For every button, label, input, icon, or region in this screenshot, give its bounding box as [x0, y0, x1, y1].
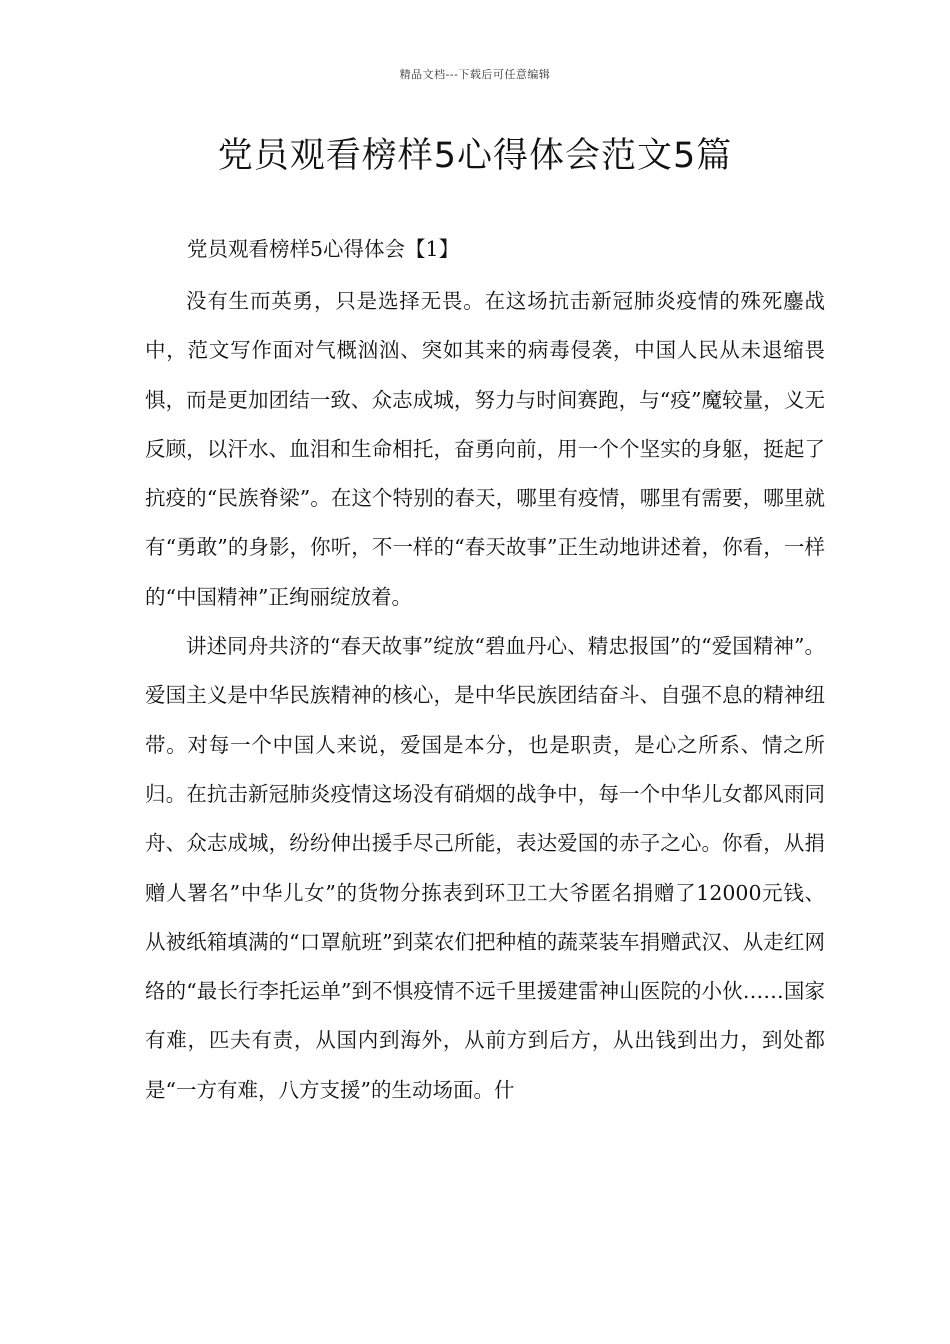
document-body: [145, 230, 825, 1115]
header-note: 精品文档---下载后可任意编辑: [399, 68, 551, 81]
document-title: 党员观看榜样5心得体会范文5篇: [217, 136, 733, 176]
paragraph: 讲述同舟共济的“春天故事”绽放“碧血丹心、精忠报国”的“爱国精神”。爱国主义是中华民族精神的核心，是中华民族团结奋斗、自强不息的精神纽带。对每一个中国人来说，爱国是本分，也是职责，是心之所系、情之所归。在抗击新冠肺炎疫情这场没有硝烟的战争中，每一个中华儿女都风雨同舟、众志成城，纷纷伸出援手尽己所能，表达爱国的赤子之心。你看，从捐赠人署名”中华儿女”的货物分拣表到环卫工大爷匿名捐赠了12000元钱、从被纸箱填满的“口罩航班”到菜农们把种植的蔬菜装车捐赠武汉、从走红网络的“最长行李托运单”到不惧疫情不远千里援建雷神山医院的小伙……国家有难，匹夫有责，从国内到海外，从前方到后方，从出钱到出力，到处都是“一方有难，八方支援”的生动场面。什: [145, 634, 825, 1102]
section-heading: 党员观看榜样5心得体会【1】: [187, 237, 460, 261]
paragraph: 没有生而英勇，只是选择无畏。在这场抗击新冠肺炎疫情的殊死鏖战中，范文写作面对气概汹汹、突如其来的病毒侵袭，中国人民从未退缩畏惧，而是更加团结一致、众志成城，努力与时间赛跑，与“疫”魔较量，义无反顾，以汗水、血泪和生命相托，奋勇向前，用一个个坚实的身躯，挺起了抗疫的“民族脊梁”。在这个特别的春天，哪里有疫情，哪里有需要，哪里就有“勇敢”的身影，你听，不一样的“春天故事”正生动地讲述着，你看，一样的“中国精神”正绚丽绽放着。: [145, 289, 825, 609]
